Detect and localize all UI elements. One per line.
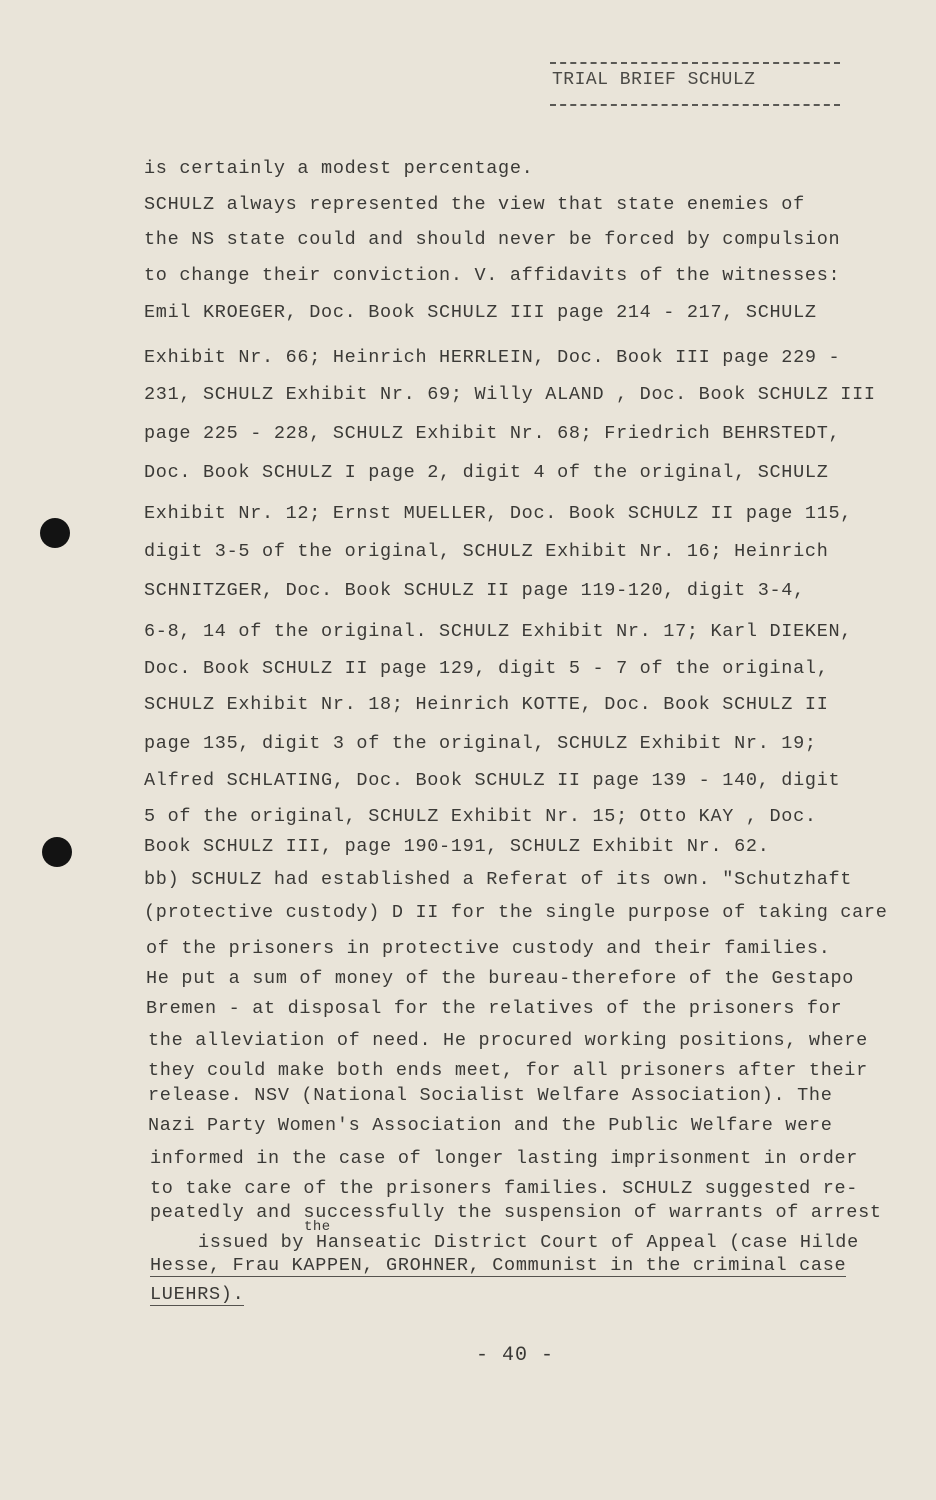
text-line: to change their conviction. V. affidavits of the witnesses: [144, 265, 841, 286]
header-rule-bottom [550, 104, 840, 106]
text-line: peatedly and successfully the suspension of warrants of arrest [150, 1202, 882, 1223]
text-line: 231, SCHULZ Exhibit Nr. 69; Willy ALAND , Doc. Book SCHULZ III [144, 384, 876, 405]
text-line: Hesse, Frau KAPPEN, GROHNER, Communist in the criminal case [150, 1255, 847, 1276]
text-line: Bremen - at disposal for the relatives of the prisoners for [146, 998, 843, 1019]
page-number: - 40 - [476, 1344, 555, 1367]
text-line: they could make both ends meet, for all prisoners after their [148, 1060, 868, 1081]
header-rule-top [550, 62, 840, 64]
text-line: Alfred SCHLATING, Doc. Book SCHULZ II page 139 - 140, digit [144, 770, 841, 791]
text-line: SCHNITZGER, Doc. Book SCHULZ II page 119-120, digit 3-4, [144, 580, 805, 601]
text-line: Book SCHULZ III, page 190-191, SCHULZ Exhibit Nr. 62. [144, 836, 770, 857]
header-title: TRIAL BRIEF SCHULZ [552, 70, 756, 90]
text-line: the NS state could and should never be forced by compulsion [144, 229, 841, 250]
text-line: SCHULZ Exhibit Nr. 18; Heinrich KOTTE, Doc. Book SCHULZ II [144, 694, 829, 715]
text-line: Nazi Party Women's Association and the Public Welfare were [148, 1115, 833, 1136]
text-line: Exhibit Nr. 66; Heinrich HERRLEIN, Doc. Book III page 229 - [144, 347, 841, 368]
text-line: 5 of the original, SCHULZ Exhibit Nr. 15; Otto KAY , Doc. [144, 806, 817, 827]
text-line: digit 3-5 of the original, SCHULZ Exhibit Nr. 16; Heinrich [144, 541, 829, 562]
handwritten-insertion: the [304, 1219, 331, 1235]
text-line: SCHULZ always represented the view that state enemies of [144, 194, 805, 215]
text-line: Emil KROEGER, Doc. Book SCHULZ III page 214 - 217, SCHULZ [144, 302, 817, 323]
text-line: page 225 - 228, SCHULZ Exhibit Nr. 68; Friedrich BEHRSTEDT, [144, 423, 841, 444]
text-line: the alleviation of need. He procured working positions, where [148, 1030, 868, 1051]
punch-hole [42, 837, 72, 867]
text-line: 6-8, 14 of the original. SCHULZ Exhibit Nr. 17; Karl DIEKEN, [144, 621, 853, 642]
text-line: informed in the case of longer lasting imprisonment in order [150, 1148, 859, 1169]
text-line: Exhibit Nr. 12; Ernst MUELLER, Doc. Book SCHULZ II page 115, [144, 503, 853, 524]
text-line: (protective custody) D II for the single purpose of taking care [144, 902, 888, 923]
text-line: He put a sum of money of the bureau-therefore of the Gestapo [146, 968, 855, 989]
text-line: to take care of the prisoners families. SCHULZ suggested re- [150, 1178, 859, 1199]
text-line: is certainly a modest percentage. [144, 158, 534, 179]
text-line: bb) SCHULZ had established a Referat of its own. "Schutzhaft [144, 869, 853, 890]
text-line: of the prisoners in protective custody and their families. [146, 938, 831, 959]
punch-hole [40, 518, 70, 548]
text-line: LUEHRS). [150, 1284, 245, 1305]
text-line: page 135, digit 3 of the original, SCHULZ Exhibit Nr. 19; [144, 733, 817, 754]
text-line: release. NSV (National Socialist Welfare Association). The [148, 1085, 833, 1106]
text-line: Doc. Book SCHULZ I page 2, digit 4 of the original, SCHULZ [144, 462, 829, 483]
text-line: Doc. Book SCHULZ II page 129, digit 5 - 7 of the original, [144, 658, 829, 679]
text-line: issued by Hanseatic District Court of Appeal (case Hilde [198, 1232, 859, 1253]
